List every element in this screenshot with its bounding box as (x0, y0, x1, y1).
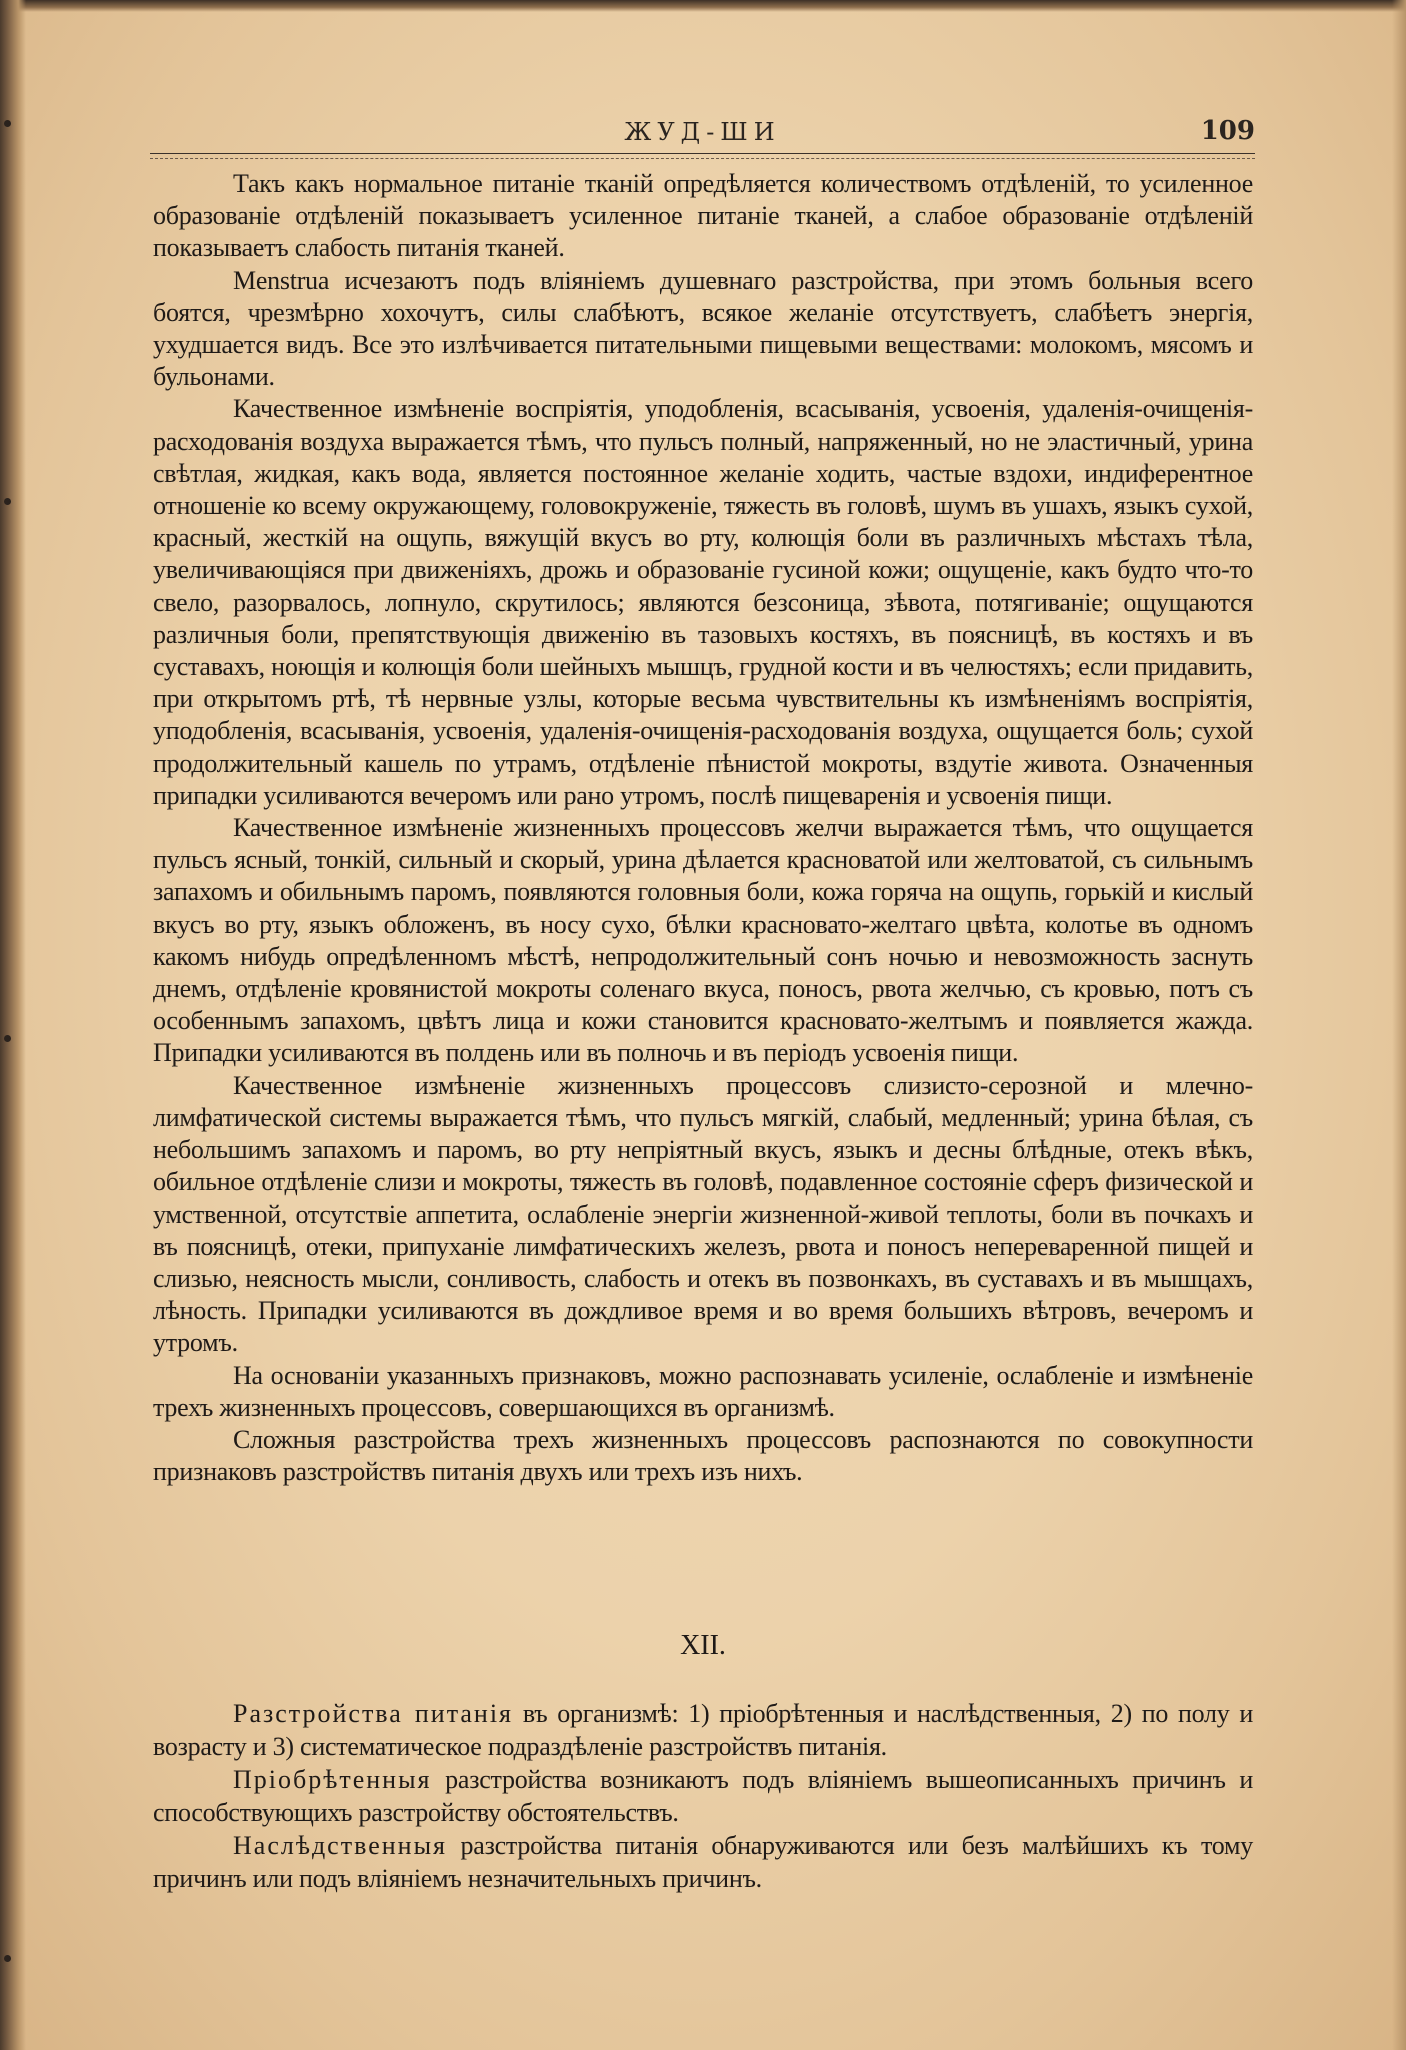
page-top-edge (0, 0, 1406, 12)
running-title: ЖУД-ШИ (624, 118, 781, 146)
paragraph: На основаніи указанныхъ признаковъ, можно распознавать усиленіе, ослабленіе и измѣненіе трехъ жизненныхъ процессовъ, совершающихся въ организмѣ. (153, 1360, 1253, 1422)
section-heading: XII. (680, 1630, 726, 1661)
binding-nail (4, 120, 11, 127)
paragraph: Качественное измѣненіе жизненныхъ процессовъ желчи выражается тѣмъ, что ощущается пульсъ ясный, тонкій, сильный и скорый, урина дѣлается красноватой или желтоватой, съ сильнымъ запахомъ и обильнымъ паромъ, появляются головныя боли, кожа горяча на ощупь, горькій и кислый вкусъ во рту, языкъ обложенъ, въ носу сухо, бѣлки красновато-желтаго цвѣта, колотье въ одномъ какомъ нибудь опредѣленномъ мѣстѣ, непродолжительный сонъ ночью и невозможность заснуть днемъ, отдѣленіе кровянистой мокроты соленаго вкуса, поносъ, рвота желчью, съ кровью, потъ съ особеннымъ запахомъ, цвѣтъ лица и кожи становится красновато-желтымъ и появляется жажда. Припадки усиливаются въ полдень или въ полночь и въ періодъ усвоенія пищи. (153, 813, 1253, 1068)
paragraph: Menstrua исчезаютъ подъ вліяніемъ душевнаго разстройства, при этомъ больныя всего боятся, чрезмѣрно хохочутъ, силы слабѣютъ, всякое желаніе отсутствуетъ, слабѣетъ энергія, ухудшается видъ. Все это излѣчивается питательными пищевыми веществами: молокомъ, мясомъ и бульонами. (153, 265, 1253, 392)
paragraph: Качественное измѣненіе жизненныхъ процессовъ слизисто-серозной и млечно-лимфатической системы выражается тѣмъ, что пульсъ мягкій, слабый, медленный; урина бѣлая, съ небольшимъ запахомъ и паромъ, во рту непріятный вкусъ, языкъ и десны блѣдные, отекъ вѣкъ, обильное отдѣленіе слизи и мокроты, тяжесть въ головѣ, подавленное состояніе сферъ физической и умственной, отсутствіе аппетита, ослабленіе энергіи жизненной-живой теплоты, боли въ почкахъ и въ поясницѣ, отеки, припуханіе лимфатическихъ железъ, рвота и поносъ непереваренной пищей и слизью, неясность мысли, сонливость, слабость и отекъ въ позвонкахъ, въ суставахъ и въ мышцахъ, лѣность. Припадки усиливаются въ дождливое время и во время большихъ вѣтровъ, вечеромъ и утромъ. (153, 1070, 1253, 1358)
binding-nail (4, 1035, 11, 1042)
paragraph (153, 1697, 1253, 1763)
header-rule (150, 153, 1255, 159)
page-number: 109 (1200, 116, 1255, 146)
paragraph-rest: разстройства питанія обнаруживаются или безъ малѣйшихъ къ тому причинъ или подъ вліяніемъ незначительныхъ причинъ. (153, 1831, 1253, 1893)
section-text (153, 1697, 1253, 1895)
running-header (150, 118, 1255, 154)
paragraph (153, 1829, 1253, 1895)
paragraph: Такъ какъ нормальное питаніе тканій опредѣляется количествомъ отдѣленій, то усиленное образованіе отдѣленій показываетъ усиленное питаніе тканей, а слабое образованіе отдѣленій показываетъ слабость питанія тканей. (153, 169, 1253, 263)
page-right-edge (1392, 0, 1406, 2050)
lead-phrase: Пріобрѣтенныя (233, 1765, 432, 1794)
paragraph (153, 1763, 1253, 1829)
paragraph: Качественное измѣненіе воспріятія, уподобленія, всасыванія, усвоенія, удаленія-очищенія-расходованія воздуха выражается тѣмъ, что пульсъ полный, напряженный, но не эластичный, урина свѣтлая, жидкая, какъ вода, является постоянное желаніе ходить, частые вздохи, индиферентное отношеніе ко всему окружающему, головокруженіе, тяжесть въ головѣ, шумъ въ ушахъ, языкъ сухой, красный, жесткій на ощупь, вяжущій вкусъ во рту, колющія боли въ различныхъ мѣстахъ тѣла, увеличивающіяся при движеніяхъ, дрожь и образованіе гусиной кожи; ощущеніе, какъ будто что-то свело, разорвалось, лопнуло, скрутилось; являются безсоница, зѣвота, потягиваніе; ощущаются различныя боли, препятствующія движенію въ тазовыхъ костяхъ, въ поясницѣ, въ костяхъ и въ суставахъ, ноющія и колющія боли шейныхъ мышцъ, грудной кости и въ челюстяхъ; если придавить, при открытомъ ртѣ, тѣ нервные узлы, которые весьма чувствительны къ измѣненіямъ воспріятія, уподобленія, всасыванія, усвоенія, удаленія-очищенія-расходованія воздуха, ощущается боль; сухой продолжительный кашель по утрамъ, отдѣленіе пѣнистой мокроты, вздутіе живота. Означенныя припадки усиливаются вечеромъ или рано утромъ, послѣ пищеваренія и усвоенія пищи. (153, 394, 1253, 810)
lead-phrase: Наслѣдственныя (233, 1831, 447, 1860)
paragraph: Сложныя разстройства трехъ жизненныхъ процессовъ распознаются по совокупности признаковъ разстройствъ питанія двухъ или трехъ изъ нихъ. (153, 1424, 1253, 1487)
binding-nail (4, 1955, 11, 1962)
paragraph-rest: въ организмѣ: 1) пріобрѣтенныя и наслѣдственныя, 2) по полу и возрасту и 3) систематическое подраздѣленіе разстройствъ питанія. (153, 1699, 1253, 1761)
paragraph-rest: разстройства возникаютъ подъ вліяніемъ вышеописанныхъ причинъ и способствующихъ разстройству обстоятельствъ. (153, 1765, 1253, 1827)
binding-edge (0, 0, 26, 2050)
binding-nail (4, 498, 11, 505)
lead-phrase: Разстройства питанія (233, 1699, 514, 1728)
main-text (153, 168, 1253, 1488)
